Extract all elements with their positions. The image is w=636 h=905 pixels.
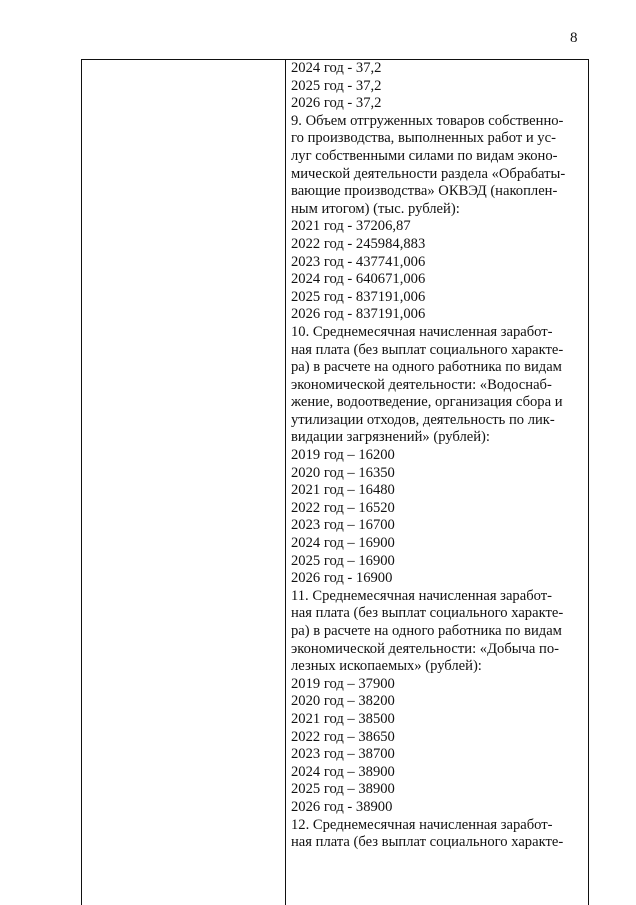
text-line: 2024 год – 16900 — [291, 535, 395, 552]
text-line: лезных ископаемых» (рублей): — [291, 658, 482, 675]
text-line: 2019 год – 37900 — [291, 675, 395, 692]
text-line: экономической деятельности: «Добыча по- — [291, 640, 560, 657]
text-line: экономической деятельности: «Водоснаб- — [291, 376, 552, 393]
text-line: ная плата (без выплат социального характе- — [291, 341, 564, 358]
document-table — [81, 59, 589, 905]
text-line: 11. Среднемесячная начисленная заработ- — [291, 587, 552, 604]
text-line: ным итогом) (тыс. рублей): — [291, 200, 460, 217]
text-line: жение, водоотведение, организация сбора и — [291, 394, 563, 411]
text-line: 2024 год - 640671,006 — [291, 271, 426, 288]
text-line: 2024 год - 37,2 — [291, 60, 382, 76]
text-line: 2019 год – 16200 — [291, 447, 395, 464]
text-line: вающие производства» ОКВЭД (накоплен- — [291, 183, 558, 200]
text-line: 12. Среднемесячная начисленная заработ- — [291, 816, 553, 833]
text-line: 2025 год - 837191,006 — [291, 288, 426, 305]
text-line: 2022 год – 38650 — [291, 728, 395, 745]
text-line: 2025 год - 37,2 — [291, 77, 382, 94]
page-number: 8 — [570, 30, 578, 46]
text-line: 2023 год – 38700 — [291, 746, 395, 763]
text-line: ра) в расчете на одного работника по видам — [291, 623, 562, 639]
text-line: 2020 год – 16350 — [291, 464, 395, 481]
text-line: ра) в расчете на одного работника по видам — [291, 359, 562, 376]
text-line: 2021 год – 16480 — [291, 482, 395, 499]
column-divider — [285, 60, 286, 905]
text-line: 2022 год - 245984,883 — [291, 235, 426, 252]
text-line: го производства, выполненных работ и ус- — [291, 130, 556, 147]
text-line: 2023 год - 437741,006 — [291, 253, 426, 270]
text-line: 2024 год – 38900 — [291, 763, 395, 780]
text-line: ная плата (без выплат социального характе- — [291, 605, 564, 622]
text-line: 10. Среднемесячная начисленная заработ- — [291, 323, 553, 340]
text-line: видации загрязнений» (рублей): — [291, 429, 490, 446]
text-line: 2026 год - 837191,006 — [291, 306, 426, 323]
text-line: 2022 год – 16520 — [291, 499, 395, 516]
text-line: 2026 год - 37,2 — [291, 95, 382, 112]
text-line: 2025 год – 16900 — [291, 552, 395, 569]
text-line: луг собственными силами по видам эконо- — [291, 147, 558, 164]
text-line: 2023 год – 16700 — [291, 517, 395, 534]
text-line: 2021 год - 37206,87 — [291, 218, 411, 235]
right-cell-text — [291, 60, 578, 852]
text-line: 2021 год – 38500 — [291, 710, 395, 727]
text-line: мической деятельности раздела «Обрабаты- — [291, 165, 566, 182]
text-line: 2020 год – 38200 — [291, 693, 395, 710]
text-line: 2026 год - 16900 — [291, 570, 393, 587]
text-line: 2025 год – 38900 — [291, 781, 395, 798]
text-line: 9. Объем отгруженных товаров собственно- — [291, 112, 564, 129]
text-line: утилизации отходов, деятельность по лик- — [291, 411, 555, 428]
text-line: ная плата (без выплат социального характе- — [291, 834, 564, 851]
text-line: 2026 год - 38900 — [291, 798, 393, 815]
